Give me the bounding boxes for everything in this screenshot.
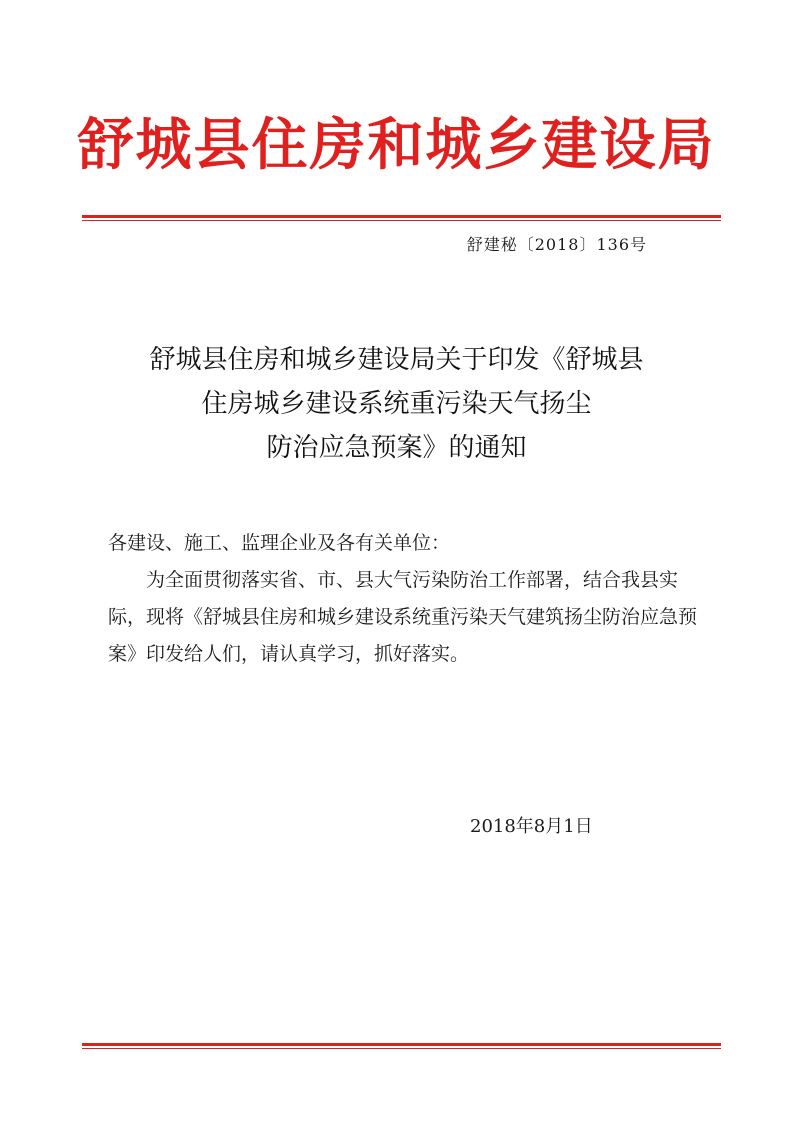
- footer-rule-thin-line: [82, 1048, 721, 1049]
- salutation: 各建设、施工、监理企业及各有关单位：: [108, 532, 451, 554]
- footer-rule-thick-line: [82, 1043, 721, 1046]
- footer-red-rule: [82, 1043, 721, 1049]
- header-rule-thin-line: [82, 220, 721, 221]
- document-title: [60, 338, 733, 470]
- document-title-line-1: 舒城县住房和城乡建设局关于印发《舒城县: [149, 345, 644, 375]
- document-title-line-3: 防治应急预案》的通知: [266, 433, 527, 463]
- document-body: [108, 525, 698, 673]
- document-number: 舒建秘〔2018〕136号: [466, 235, 647, 254]
- document-title-line-2: 住房城乡建设系统重污染天气扬尘: [201, 389, 592, 419]
- issue-date: 2018年8月1日: [470, 816, 593, 837]
- header-rule-thick-line: [82, 215, 721, 218]
- body-paragraph: 为全面贯彻落实省、市、县大气污染防治工作部署，结合我县实际，现将《舒城县住房和城乡建设系统重污染天气建筑扬尘防治应急预案》印发给人们，请认真学习，抓好落实。: [108, 569, 698, 665]
- header-red-rule: [82, 215, 721, 221]
- issuing-authority-header: 舒城县住房和城乡建设局: [77, 112, 716, 178]
